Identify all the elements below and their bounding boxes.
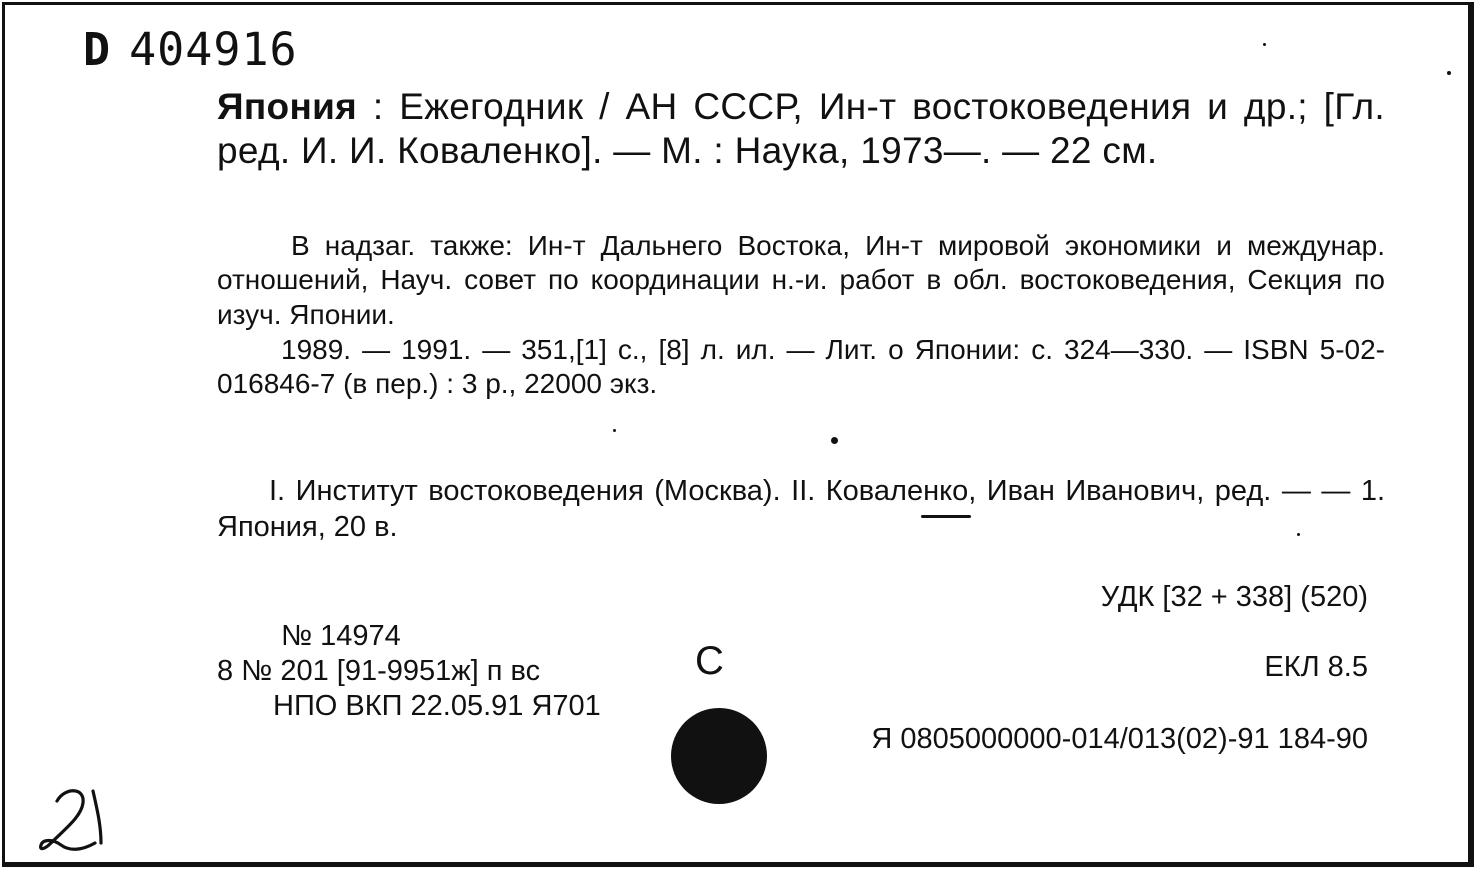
- order-number: № 14974: [281, 620, 401, 652]
- ekl-code: ЕКЛ 8.5: [1264, 651, 1368, 683]
- handwritten-underline: [921, 515, 971, 518]
- bibliographic-description: [217, 85, 1385, 174]
- catalog-card: [2, 2, 1474, 867]
- udk-code: УДК [32 + 338] (520): [1100, 581, 1368, 613]
- speck: [1263, 43, 1266, 46]
- classification-line: Я 0805000000-014/013(02)-91 184-90: [871, 723, 1368, 755]
- punched-hole: [671, 708, 767, 804]
- note-paragraph: В надзаг. также: Ин-т Дальнего Востока, Ин-т мировой экономики и междунар. отношений, Науч. совет по координации н.-и. работ в обл. востоковедения, Секция по изуч. Японии.: [217, 230, 1385, 330]
- collation-paragraph: 1989. — 1991. — 351,[1] с., [8] л. ил. — Лит. о Японии: с. 324—330. — ISBN 5-02-016846-7 (в пер.) : 3 р., 22000 экз.: [217, 334, 1385, 400]
- card-number-value: 404916: [129, 23, 298, 76]
- handwritten-two-icon: [35, 785, 115, 859]
- speck: [831, 437, 838, 444]
- print-line: 8 № 201 [91-9951ж] п вс: [217, 654, 541, 687]
- card-number-prefix: D: [83, 23, 112, 76]
- npo-line: НПО ВКП 22.05.91 Я701: [273, 689, 601, 722]
- title-details: : Ежегодник / АН СССР, Ин-т востоковедения и др.; [Гл. ред. И. И. Коваленко]. — М. : Наука, 1973—. — 22 см.: [217, 86, 1385, 172]
- tracings-paragraph: I. Институт востоковедения (Москва). II. Коваленко, Иван Иванович, ред. — — 1. Япония, 20 в.: [217, 475, 1385, 544]
- card-number: [83, 23, 298, 76]
- order-block: [217, 619, 601, 723]
- c-mark: С: [695, 639, 724, 683]
- title: Япония: [217, 86, 358, 127]
- speck: [1447, 71, 1451, 75]
- speck: [613, 429, 616, 432]
- handwritten-mark: [35, 785, 115, 864]
